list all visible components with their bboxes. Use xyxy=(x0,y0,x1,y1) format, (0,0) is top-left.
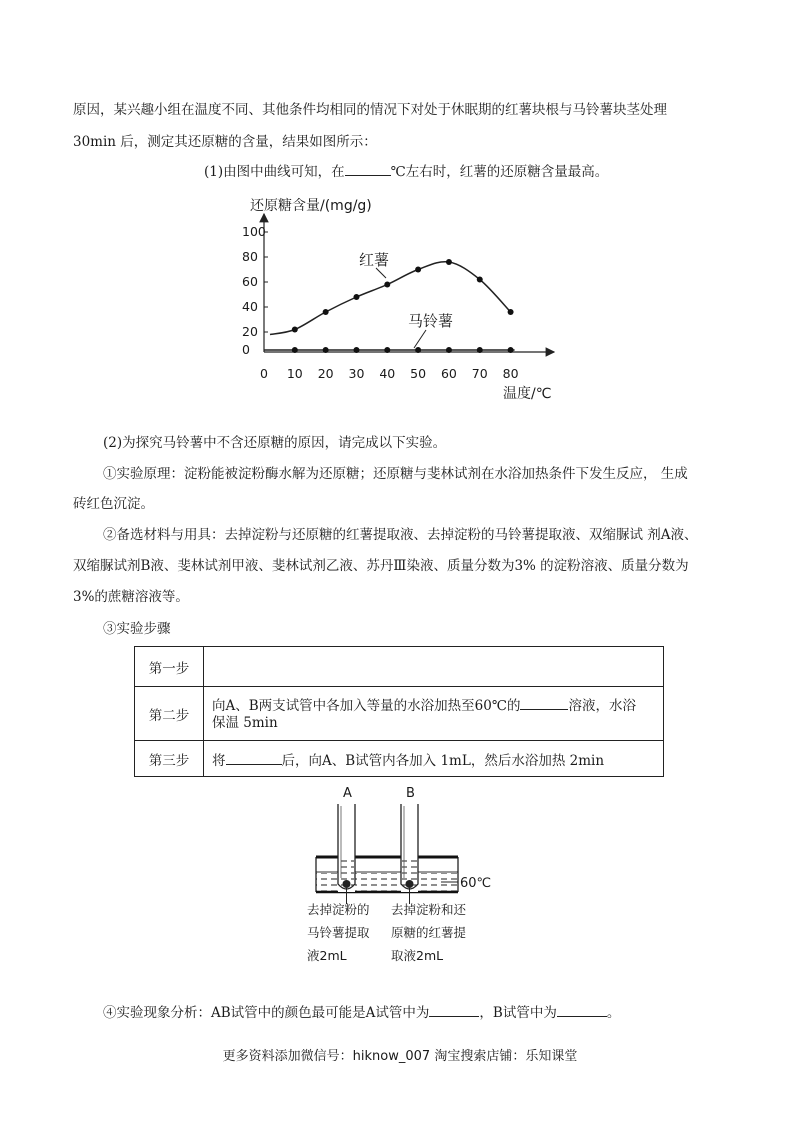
steps-table xyxy=(134,646,664,777)
answer-blank-5[interactable] xyxy=(557,1002,607,1017)
x-tick-label: 30 xyxy=(348,366,365,381)
step-3-label: 第三步 xyxy=(135,741,204,777)
table-row xyxy=(135,647,664,687)
step-2-text-b: 溶液，水浴 xyxy=(568,698,636,714)
intro-line-2: 30min 后，测定其还原糖的含量，结果如图所示： xyxy=(73,134,377,150)
data-point-sweet-potato xyxy=(384,282,390,288)
x-tick-label: 50 xyxy=(410,366,427,381)
step-1-label: 第一步 xyxy=(135,647,204,687)
q4-text-a: ④实验现象分析：AB试管中的颜色最可能是A试管中为 xyxy=(103,1005,430,1021)
q2-title: (2)为探究马铃薯中不含还原糖的原因，请完成以下实验。 xyxy=(103,435,447,451)
data-point-sweet-potato xyxy=(415,267,421,273)
test-tube-a xyxy=(338,804,355,892)
step-2-text-a: 向A、B两支试管中各加入等量的水浴加热至60℃的 xyxy=(212,698,521,714)
step-3-text-b: 后，向A、B试管内各加入 1mL，然后水浴加热 2min xyxy=(281,752,605,769)
temperature-label: 60℃ xyxy=(460,876,492,891)
reducing-sugar-chart xyxy=(236,192,566,410)
table-row xyxy=(135,687,664,741)
step-2-label: 第二步 xyxy=(135,687,204,741)
chart-ylabel: 还原糖含量/(mg/g) xyxy=(250,198,372,214)
step-2-text-c: 保温 5min xyxy=(212,715,278,731)
test-tube-b xyxy=(401,804,418,892)
answer-blank-3[interactable] xyxy=(226,750,282,765)
step-3-content xyxy=(204,741,664,777)
data-point-sweet-potato xyxy=(508,309,514,315)
x-tick-label: 80 xyxy=(502,366,519,381)
question-4 xyxy=(103,1002,620,1023)
q4-text-c: 。 xyxy=(606,1005,621,1021)
data-point-sweet-potato xyxy=(323,309,329,315)
q1-text-after: ℃左右时，红薯的还原糖含量最高。 xyxy=(390,164,609,180)
footer: 更多资料添加微信号：hiknow_007 淘宝搜索店铺：乐知课堂 xyxy=(222,1049,578,1064)
sweet-potato-label-pointer xyxy=(376,268,386,278)
data-point-potato xyxy=(384,347,390,353)
x-tick-label: 70 xyxy=(471,366,488,381)
answer-blank-2[interactable] xyxy=(520,695,568,710)
water-bath xyxy=(316,857,458,892)
tube-a-caption-1: 去掉淀粉的 xyxy=(307,902,370,917)
test-tube-figure xyxy=(300,780,520,972)
question-1 xyxy=(204,161,608,182)
y-tick-label: 60 xyxy=(242,274,258,289)
data-point-sweet-potato xyxy=(477,277,483,283)
table-row xyxy=(135,741,664,777)
data-point-potato xyxy=(292,347,298,353)
materials-line-2: 双缩脲试剂B液、斐林试剂甲液、斐林试剂乙液、苏丹Ⅲ染液、质量分数为3% 的淀粉溶液、质量分数为 xyxy=(73,558,689,574)
data-point-potato xyxy=(323,347,329,353)
data-point-sweet-potato xyxy=(292,327,298,333)
series-line-sweet-potato xyxy=(270,262,511,335)
step-3-text-a: 将 xyxy=(212,752,226,769)
y-tick-label: 40 xyxy=(242,299,258,314)
y-tick-label: 100 xyxy=(242,224,266,239)
x-tick-label: 40 xyxy=(379,366,396,381)
x-tick-label: 60 xyxy=(440,366,457,381)
x-tick-label: 0 xyxy=(260,366,268,381)
potato-label-pointer xyxy=(414,330,426,348)
principle-line-1: ①实验原理：淀粉能被淀粉酶水解为还原糖；还原糖与斐林试剂在水浴加热条件下发生反应， 生成 xyxy=(103,466,688,482)
tube-a-caption-2: 马铃薯提取 xyxy=(307,925,370,940)
y-tick-label: 20 xyxy=(242,324,258,339)
tube-b-caption-1: 去掉淀粉和还 xyxy=(391,902,467,917)
tube-b-caption-2: 原糖的红薯提 xyxy=(391,925,467,940)
principle-line-2: 砖红色沉淀。 xyxy=(73,496,154,512)
data-point-sweet-potato xyxy=(353,294,359,300)
y-tick-label: 80 xyxy=(242,249,258,264)
intro-line-1: 原因，某兴趣小组在温度不同、其他条件均相同的情况下对处于休眠期的红薯块根与马铃薯块茎处理 xyxy=(73,102,667,118)
x-tick-label: 20 xyxy=(317,366,334,381)
tube-b-label: B xyxy=(406,786,415,801)
materials-line-1: ②备选材料与用具：去掉淀粉与还原糖的红薯提取液、去掉淀粉的马铃薯提取液、双缩脲试 剂A液、 xyxy=(103,527,698,543)
tube-a-label: A xyxy=(343,786,352,801)
answer-blank-4[interactable] xyxy=(429,1002,479,1017)
series-label-sweet-potato: 红薯 xyxy=(359,251,390,269)
q4-text-b: ，B试管中为 xyxy=(479,1005,557,1021)
materials-line-3: 3%的蔗糖溶液等。 xyxy=(73,589,189,605)
steps-title: ③实验步骤 xyxy=(103,621,171,637)
data-point-potato xyxy=(446,347,452,353)
step-1-content[interactable] xyxy=(204,647,664,687)
q1-text-before: (1)由图中曲线可知，在 xyxy=(204,164,345,180)
step-2-content xyxy=(204,687,664,741)
chart-xlabel: 温度/℃ xyxy=(503,386,552,402)
data-point-potato xyxy=(415,347,421,353)
y-tick-label: 0 xyxy=(242,342,250,357)
data-point-potato xyxy=(508,347,514,353)
data-point-potato xyxy=(353,347,359,353)
tube-b-caption-3: 取液2mL xyxy=(391,948,444,963)
answer-blank-1[interactable] xyxy=(345,161,391,176)
series-label-potato: 马铃薯 xyxy=(408,312,454,330)
x-tick-label: 10 xyxy=(286,366,303,381)
data-point-potato xyxy=(477,347,483,353)
data-point-sweet-potato xyxy=(446,259,452,265)
tube-a-caption-3: 液2mL xyxy=(307,948,347,963)
